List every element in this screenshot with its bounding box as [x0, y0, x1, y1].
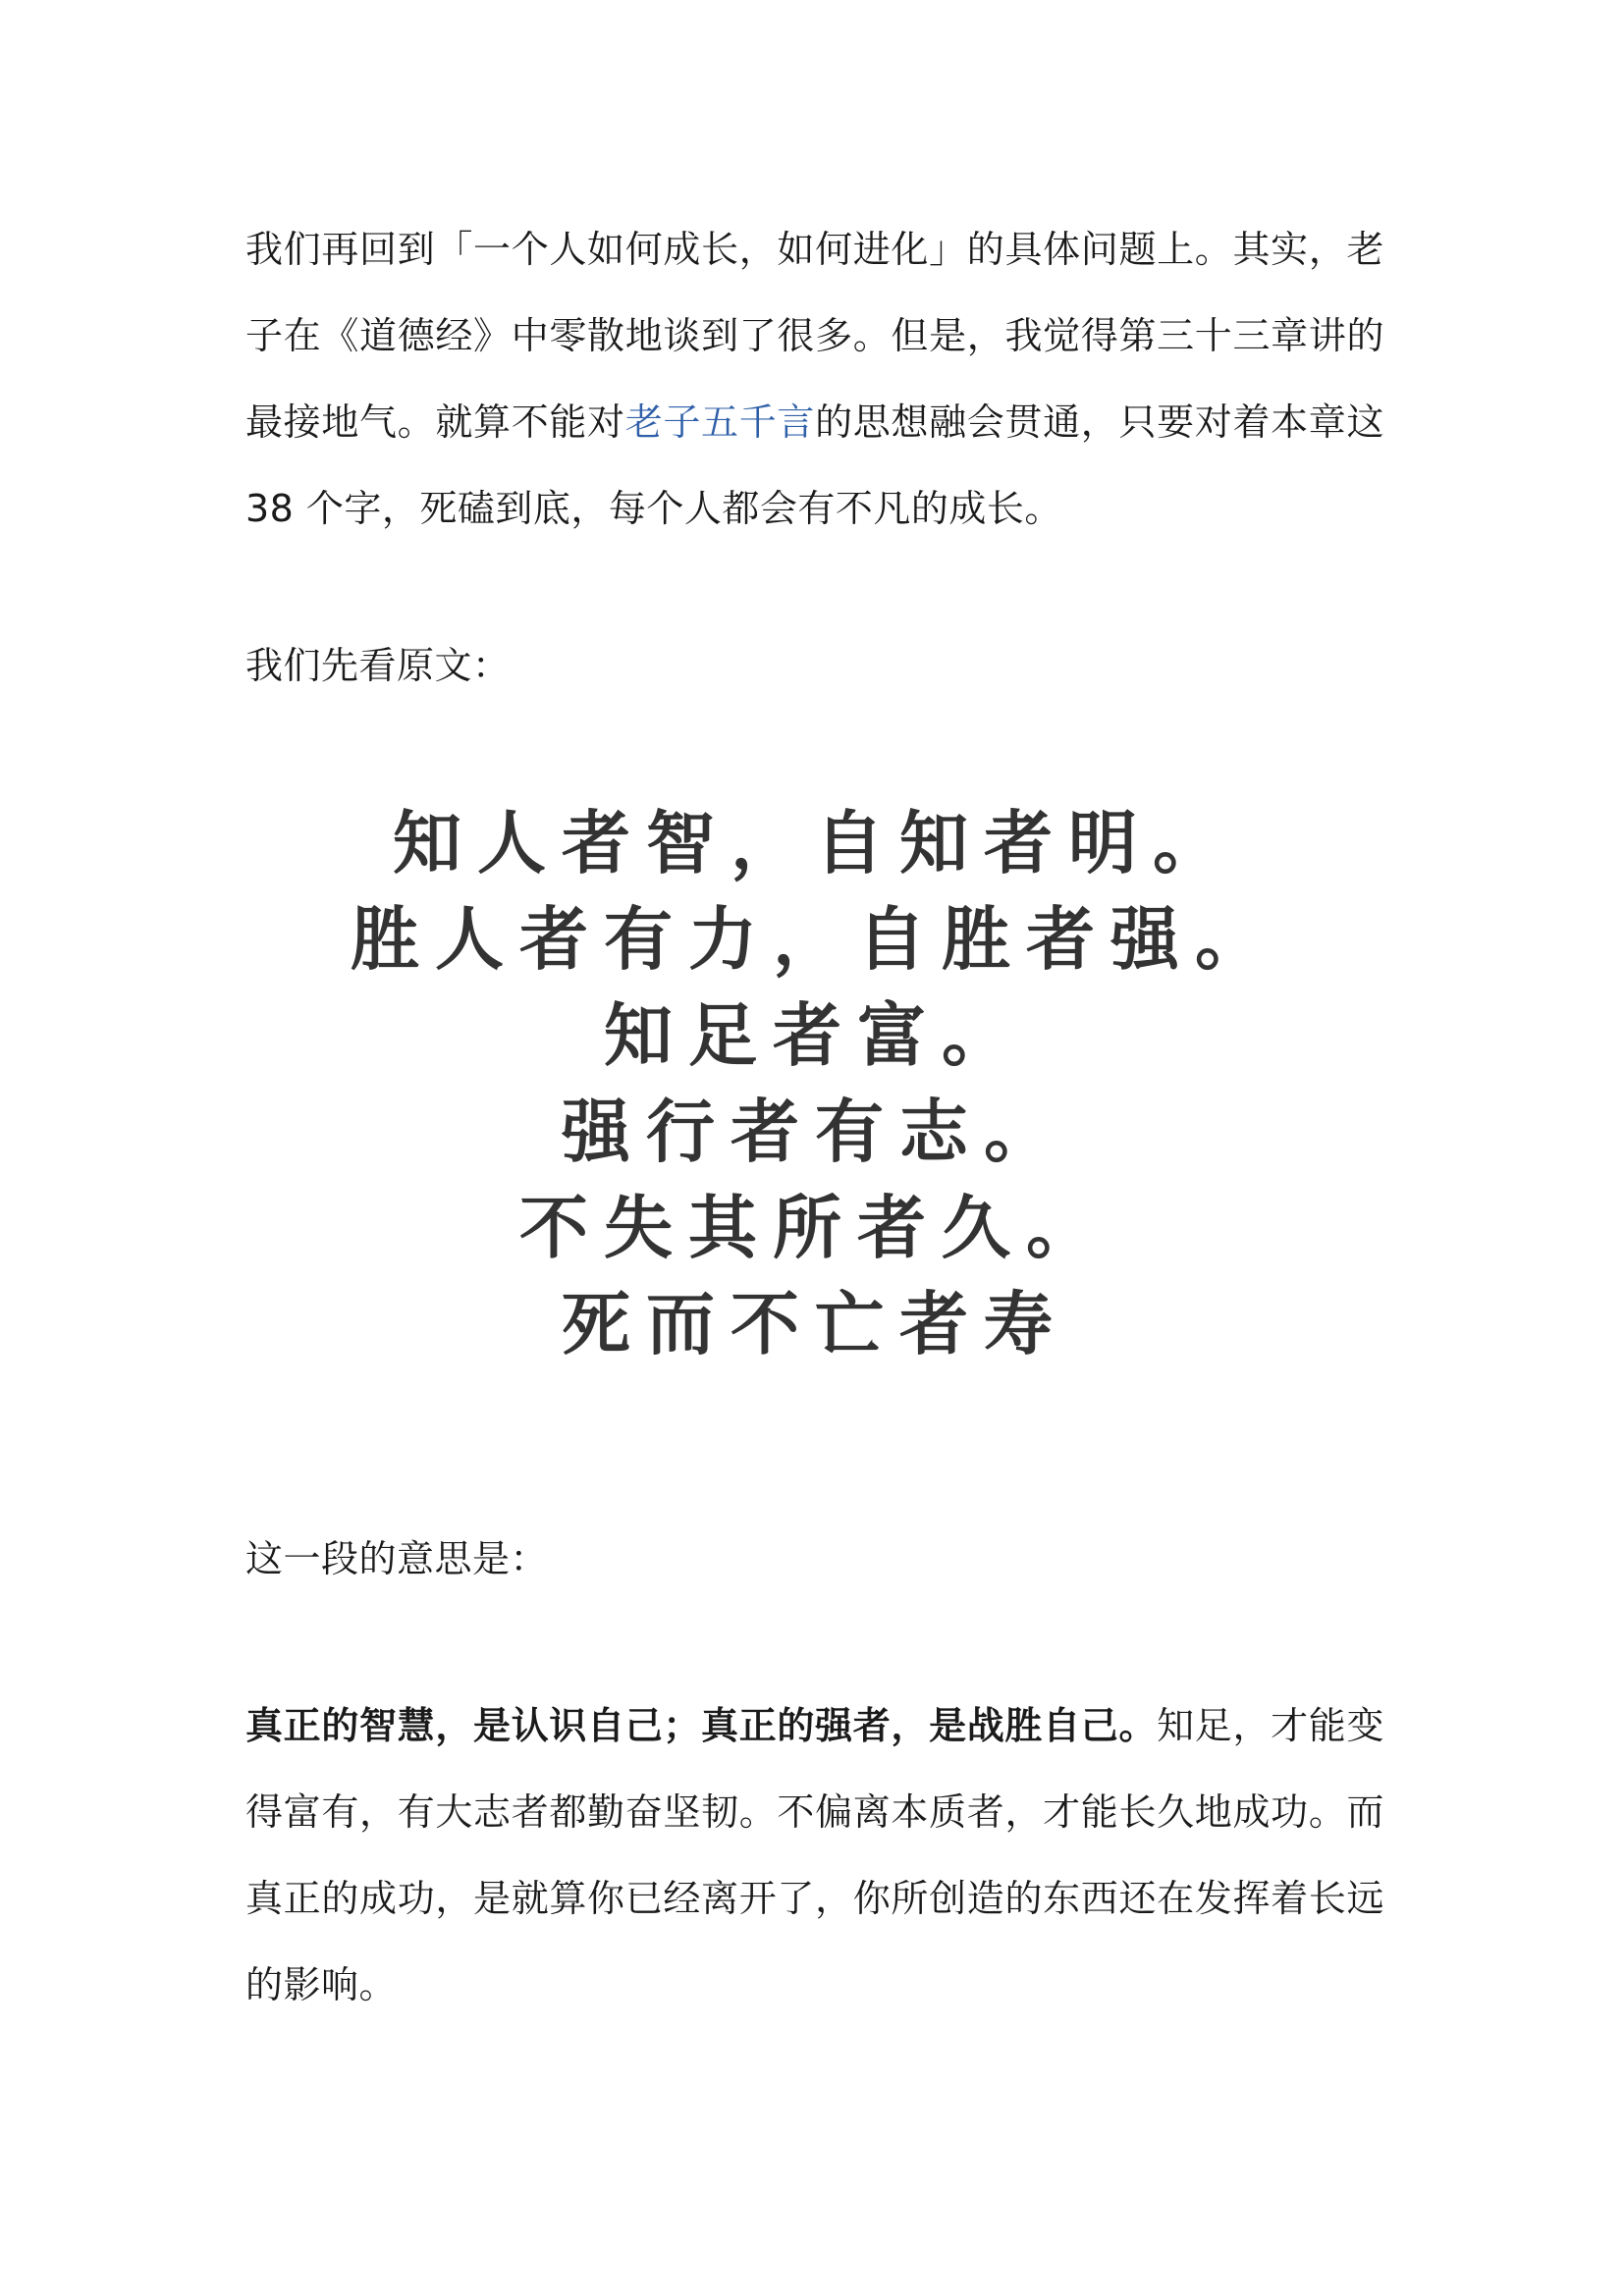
meaning-paragraph [245, 1682, 1384, 2028]
classical-quote-block [245, 795, 1384, 1372]
lead-in-text: 我们先看原文： [245, 644, 511, 687]
quote-line: 强行者有志。 [562, 1091, 1068, 1172]
quote-line: 胜人者有力，自胜者强。 [351, 898, 1279, 980]
intro-text-after-link: 的思想融会贯通，只要对着本章这 38 个字，死磕到底，每个人都会有不凡的成长。 [245, 400, 1384, 530]
intro-paragraph [245, 206, 1384, 552]
meaning-label: 这一段的意思是： [245, 1537, 549, 1580]
meaning-bold-text: 真正的智慧，是认识自己；真正的强者，是战胜自己。 [245, 1704, 1158, 1747]
quote-line: 知足者富。 [604, 994, 1026, 1076]
quote-line: 知人者智，自知者明。 [393, 802, 1237, 883]
meaning-rest-text: 知足，才能变得富有，有大志者都勤奋坚韧。不偏离本质者，才能长久地成功。而真正的成功，是就算你已经离开了，你所创造的东西还在发挥着长远的影响。 [245, 1704, 1384, 2006]
quote-line: 死而不亡者寿 [562, 1283, 1068, 1364]
quote-line: 不失其所者久。 [519, 1187, 1110, 1268]
intro-text-before-link: 我们再回到「一个人如何成长，如何进化」的具体问题上。其实，老子在《道德经》中零散地谈到了很多。但是，我觉得第三十三章讲的最接地气。就算不能对 [245, 228, 1384, 444]
laozi-link[interactable]: 老子五千言 [624, 400, 816, 444]
